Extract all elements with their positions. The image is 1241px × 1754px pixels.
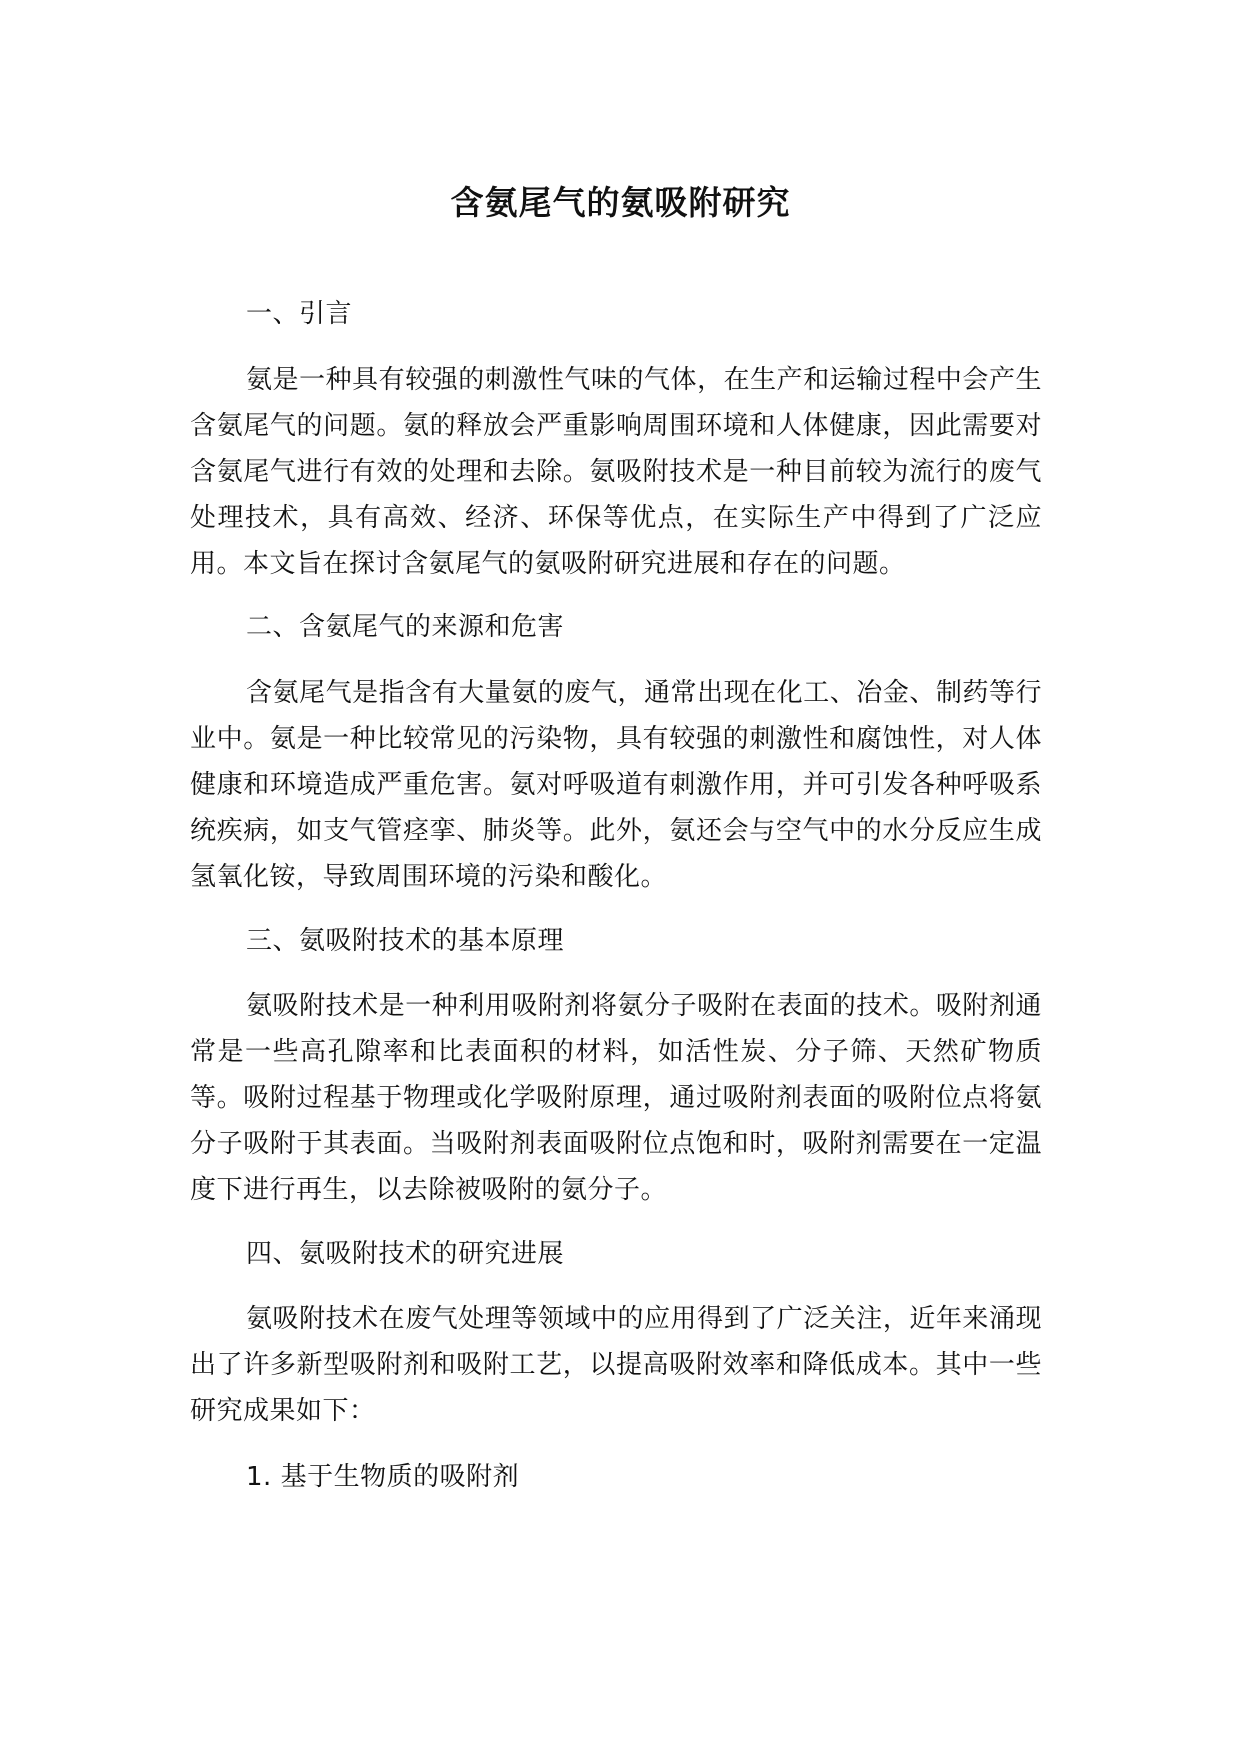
section-heading-progress: 四、氨吸附技术的研究进展 (246, 1239, 565, 1269)
paragraph-principle: 氨吸附技术是一种利用吸附剂将氨分子吸附在表面的技术。吸附剂通常是一些高孔隙率和比表面积的材料，如活性炭、分子筛、天然矿物质等。吸附过程基于物理或化学吸附原理，通过吸附剂表面的吸附位点将氨分子吸附于其表面。当吸附剂表面吸附位点饱和时，吸附剂需要在一定温度下进行再生，以去除被吸附的氨分子。 (190, 991, 1042, 1205)
section-heading-principle: 三、氨吸附技术的基本原理 (246, 926, 565, 956)
list-item-biomass-adsorbent: 1. 基于生物质的吸附剂 (246, 1462, 520, 1492)
document-title: 含氨尾气的氨吸附研究 (450, 183, 791, 222)
section-heading-intro: 一、引言 (246, 299, 353, 329)
section-heading-sources: 二、含氨尾气的来源和危害 (246, 612, 565, 642)
paragraph-progress: 氨吸附技术在废气处理等领域中的应用得到了广泛关注，近年来涌现出了许多新型吸附剂和吸附工艺，以提高吸附效率和降低成本。其中一些研究成果如下： (190, 1304, 1042, 1426)
paragraph-intro: 氨是一种具有较强的刺激性气味的气体，在生产和运输过程中会产生含氨尾气的问题。氨的释放会严重影响周围环境和人体健康，因此需要对含氨尾气进行有效的处理和去除。氨吸附技术是一种目前较为流行的废气处理技术，具有高效、经济、环保等优点，在实际生产中得到了广泛应用。本文旨在探讨含氨尾气的氨吸附研究进展和存在的问题。 (190, 365, 1042, 579)
paragraph-sources: 含氨尾气是指含有大量氨的废气，通常出现在化工、冶金、制药等行业中。氨是一种比较常见的污染物，具有较强的刺激性和腐蚀性，对人体健康和环境造成严重危害。氨对呼吸道有刺激作用，并可引发各种呼吸系统疾病，如支气管痉挛、肺炎等。此外，氨还会与空气中的水分反应生成氢氧化铵，导致周围环境的污染和酸化。 (190, 678, 1042, 892)
